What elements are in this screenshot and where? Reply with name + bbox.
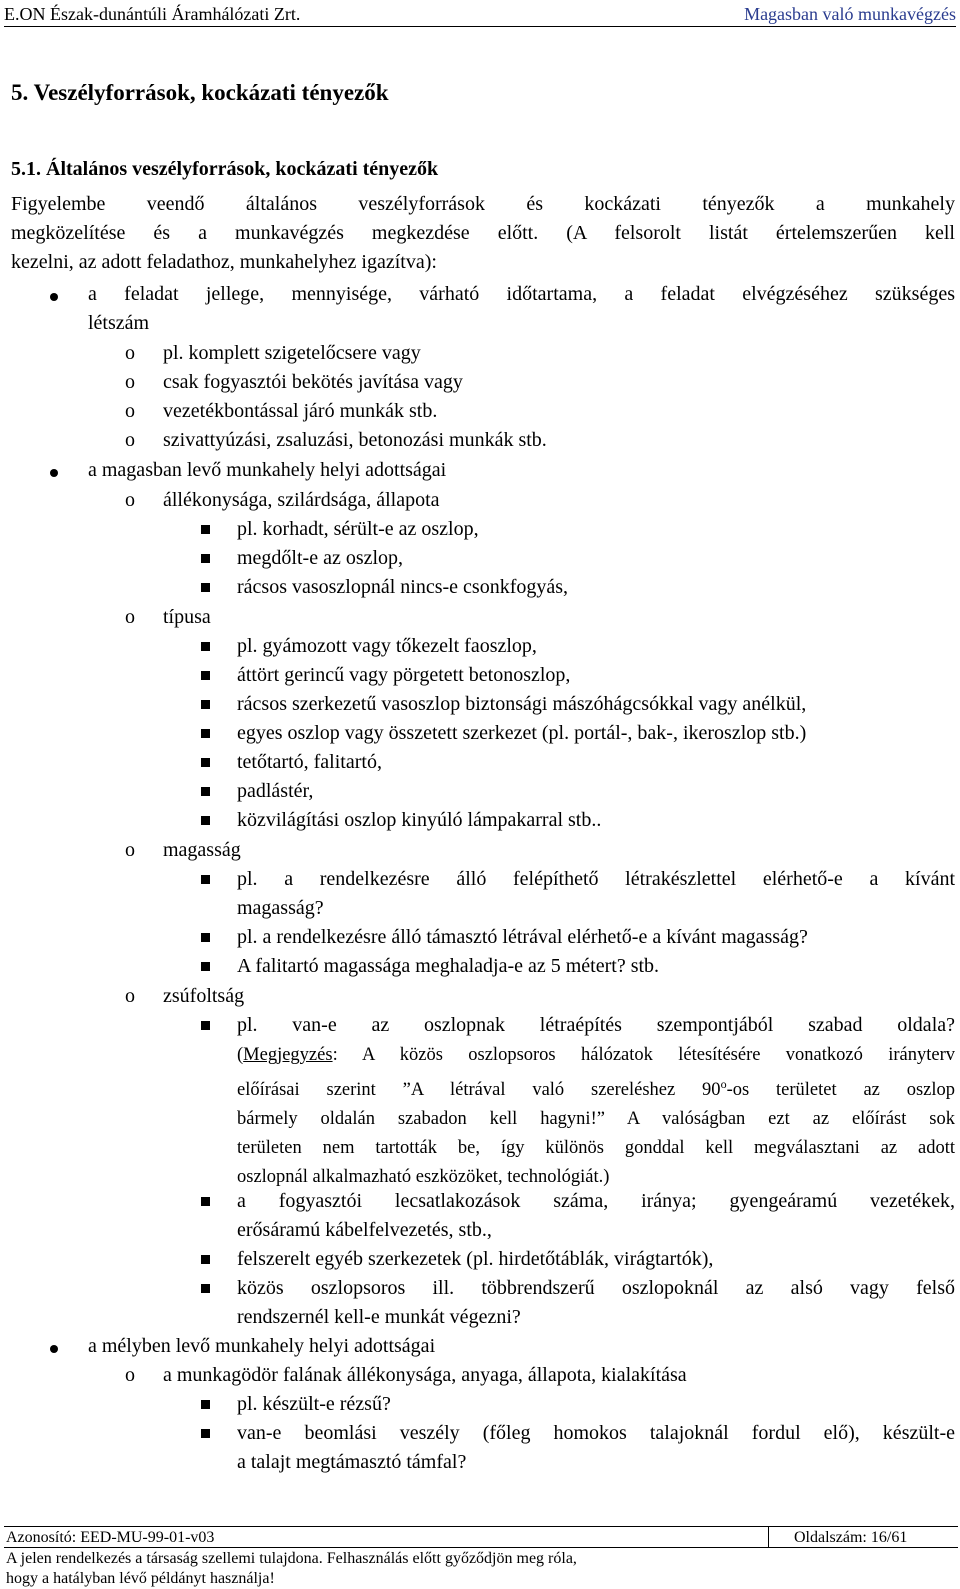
list-item: rácsos vasoszlopnál nincs-e csonkfogyás,: [237, 576, 569, 598]
square-bullet-icon: [201, 1429, 210, 1438]
circle-bullet-icon: o: [125, 489, 135, 511]
square-bullet-icon: [201, 1255, 210, 1264]
list-item: a magasban levő munkahely helyi adottságai: [88, 459, 447, 481]
square-bullet-icon: [201, 1284, 210, 1293]
list-item: áttört gerincű vagy pörgetett betonoszlop,: [237, 664, 571, 686]
footer-divider: [768, 1527, 769, 1547]
circle-bullet-icon: o: [125, 839, 135, 861]
intro-line: Figyelembe veendő általános veszélyforrások és kockázati tényezők a munkahely: [11, 193, 955, 215]
square-bullet-icon: [201, 1197, 210, 1206]
page-header: [4, 4, 956, 27]
square-bullet-icon: [201, 758, 210, 767]
list-item: a mélyben levő munkahely helyi adottságai: [88, 1335, 436, 1357]
list-item: a feladat jellege, mennyisége, várható időtartama, a feladat elvégzéséhez szükséges: [88, 283, 955, 305]
square-bullet-icon: [201, 525, 210, 534]
square-bullet-icon: [201, 583, 210, 592]
square-bullet-icon: [201, 816, 210, 825]
list-item: állékonysága, szilárdsága, állapota: [163, 489, 440, 511]
intro-line: megközelítése és a munkavégzés megkezdése előtt. (A felsorolt listát értelemszerűen kell: [11, 222, 955, 244]
list-item: vezetékbontással járó munkák stb.: [163, 400, 438, 422]
square-bullet-icon: [201, 1021, 210, 1030]
note-label: Megjegyzés: [243, 1045, 333, 1065]
list-item: pl. korhadt, sérült-e az oszlop,: [237, 518, 479, 540]
list-item: zsúfoltság: [163, 985, 245, 1007]
footer-notice: hogy a hatályban lévő példányt használja!: [6, 1570, 275, 1587]
square-bullet-icon: [201, 729, 210, 738]
circle-bullet-icon: o: [125, 429, 135, 451]
list-item: rácsos szerkezetű vasoszlop biztonsági mászóhágcsókkal vagy anélkül,: [237, 693, 807, 715]
square-bullet-icon: [201, 1400, 210, 1409]
section-heading: 5. Veszélyforrások, kockázati tényezők: [11, 80, 389, 105]
square-bullet-icon: [201, 875, 210, 884]
circle-bullet-icon: o: [125, 1364, 135, 1386]
square-bullet-icon: [201, 671, 210, 680]
circle-bullet-icon: o: [125, 400, 135, 422]
list-item: közvilágítási oszlop kinyúló lámpakarral stb..: [237, 809, 602, 831]
list-item: közös oszlopsoros ill. többrendszerű oszlopoknál az alsó vagy felső: [237, 1277, 955, 1299]
square-bullet-icon: [201, 554, 210, 563]
circle-bullet-icon: o: [125, 371, 135, 393]
note-block: [237, 1041, 955, 1192]
footer-row: [4, 1527, 958, 1548]
note-line: oszlopnál alkalmazható eszközöket, technológiát.): [237, 1167, 610, 1188]
list-item: rendszernél kell-e munkát végezni?: [237, 1306, 521, 1328]
list-item: létszám: [88, 312, 150, 334]
intro-line: kezelni, az adott feladathoz, munkahelyhez igazítva):: [11, 251, 437, 273]
footer-notice: A jelen rendelkezés a társaság szellemi tulajdona. Felhasználás előtt győződjön meg róla,: [6, 1550, 577, 1567]
document-title: Magasban való munkavégzés: [744, 4, 956, 24]
list-item: egyes oszlop vagy összetett szerkezet (pl. portál-, bak-, ikeroszlop stb.): [237, 722, 807, 744]
note-line: területen nem tartották be, így különös gonddal kell megválasztani az adott: [237, 1138, 955, 1159]
list-item: csak fogyasztói bekötés javítása vagy: [163, 371, 463, 393]
document-id: Azonosító: EED-MU-99-01-v03: [6, 1529, 215, 1546]
square-bullet-icon: [201, 700, 210, 709]
list-item: a munkagödör falának állékonysága, anyaga, állapota, kialakítása: [163, 1364, 687, 1386]
page-number: Oldalszám: 16/61: [794, 1529, 908, 1546]
list-item: pl. a rendelkezésre álló felépíthető létrakészlettel elérhető-e a kívánt: [237, 868, 955, 890]
bullet-icon: [50, 469, 58, 477]
list-item: erősáramú kábelfelvezetés, stb.,: [237, 1219, 492, 1241]
square-bullet-icon: [201, 962, 210, 971]
list-item: magasság: [163, 839, 241, 861]
list-item: megdőlt-e az oszlop,: [237, 547, 404, 569]
list-item: van-e beomlási veszély (főleg homokos talajoknál fordul elő), készült-e: [237, 1422, 955, 1444]
circle-bullet-icon: o: [125, 606, 135, 628]
note-line: (Megjegyzés: A közös oszlopsoros hálózatok létesítésére vonatkozó irányterv: [237, 1045, 955, 1065]
list-item: padlástér,: [237, 780, 314, 802]
list-item: a talajt megtámasztó támfal?: [237, 1451, 467, 1473]
square-bullet-icon: [201, 933, 210, 942]
list-item: pl. készült-e rézsű?: [237, 1393, 391, 1415]
list-item: a fogyasztói lecsatlakozások száma, iránya; gyengeáramú vezetékek,: [237, 1190, 955, 1212]
list-item: tetőtartó, falitartó,: [237, 751, 382, 773]
list-item: felszerelt egyéb szerkezetek (pl. hirdetőtáblák, virágtartók),: [237, 1248, 714, 1270]
bullet-icon: [50, 293, 58, 301]
list-item: pl. komplett szigetelőcsere vagy: [163, 342, 421, 364]
page-footer: [4, 1526, 958, 1587]
circle-bullet-icon: o: [125, 342, 135, 364]
square-bullet-icon: [201, 787, 210, 796]
subsection-heading: 5.1. Általános veszélyforrások, kockázati tényezők: [11, 158, 439, 180]
company-name: E.ON Észak-dunántúli Áramhálózati Zrt.: [4, 4, 301, 24]
circle-bullet-icon: o: [125, 985, 135, 1007]
list-item: pl. van-e az oszlopnak létraépítés szempontjából szabad oldala?: [237, 1014, 955, 1036]
list-item: A falitartó magassága meghaladja-e az 5 métert? stb.: [237, 955, 660, 977]
square-bullet-icon: [201, 642, 210, 651]
note-line: előírásai szerint ”A létrával való szereléshez 90$^o$-os területet az oszlop: [237, 1077, 955, 1101]
list-item: típusa: [163, 606, 211, 628]
bullet-icon: [50, 1345, 58, 1353]
list-item: pl. gyámozott vagy tőkezelt faoszlop,: [237, 635, 537, 657]
list-item: magasság?: [237, 897, 324, 919]
list-item: pl. a rendelkezésre álló támasztó létrával elérhető-e a kívánt magasság?: [237, 926, 808, 948]
list-item: szivattyúzási, zsaluzási, betonozási munkák stb.: [163, 429, 547, 451]
note-line: bármely oldalán szabadon kell hagyni!” A valóságban ezt az előírást sok: [237, 1109, 955, 1130]
